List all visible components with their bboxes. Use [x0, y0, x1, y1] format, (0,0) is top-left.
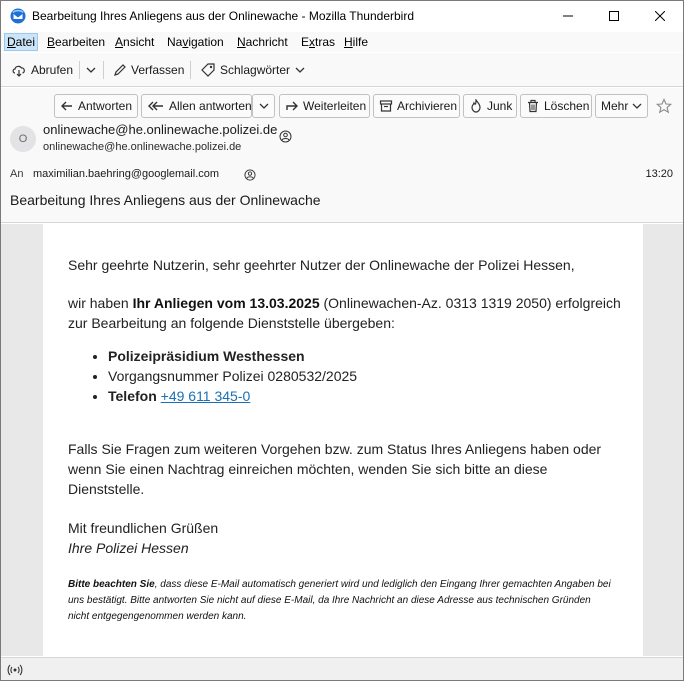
menu-navigation[interactable]: Navigation [167, 35, 224, 49]
note-bold: Bitte beachten Sie [68, 579, 155, 590]
forward-icon [285, 99, 299, 113]
menu-bar [1, 32, 683, 52]
cloud-download-icon [11, 62, 27, 78]
contact-icon[interactable] [279, 130, 292, 143]
avatar: O [10, 126, 36, 152]
list-item [108, 386, 357, 406]
write-button[interactable] [113, 59, 184, 81]
menu-ansicht[interactable]: Ansicht [115, 35, 155, 49]
chevron-down-icon [631, 100, 643, 112]
reply-all-icon [147, 99, 165, 113]
flame-icon [469, 99, 483, 113]
menu-bearbeiten[interactable]: Bearbeiten [47, 35, 106, 49]
menu-accelerator: x [309, 35, 316, 49]
more-label: Mehr [601, 99, 629, 113]
get-mail-dropdown[interactable] [85, 59, 101, 81]
toolbar-separator [103, 61, 104, 79]
trash-icon [526, 99, 540, 113]
archive-label: Archivieren [397, 99, 458, 113]
disclaimer-note [68, 577, 613, 625]
menu-nachricht[interactable]: Nachricht [237, 35, 288, 49]
intro-paragraph [68, 293, 628, 333]
get-mail-label: Abrufen [31, 63, 74, 77]
sender-address: onlinewache@he.onlinewache.polizei.de [43, 141, 242, 153]
delete-button[interactable] [520, 94, 592, 118]
closing: Mit freundlichen Grüßen [68, 520, 219, 536]
list-item [108, 366, 357, 386]
intro-bold: Ihr Anliegen vom 13.03.2025 [132, 295, 320, 311]
menu-accelerator: D [7, 35, 16, 49]
menu-extras[interactable]: Extras [301, 35, 336, 49]
archive-button[interactable] [373, 94, 460, 118]
reply-all-button[interactable] [141, 94, 252, 118]
note-text: , dass diese E-Mail automatisch generiert wird und lediglich den Eingang Ihrer gemachten Angaben bei uns bestätigt. Bitte antworten Sie nicht auf diese E-Mail, da Ihre Nachricht an diese Adresse aus technischen Gründen nicht entgegengenommen werden kann. [68, 579, 611, 622]
get-mail-button[interactable] [11, 59, 73, 81]
message-subject: Bearbeitung Ihres Anliegens aus der Onlinewache [10, 192, 321, 208]
main-toolbar [1, 53, 683, 87]
write-label: Verfassen [131, 63, 185, 77]
menu-datei[interactable]: Datei [7, 35, 36, 49]
chevron-down-icon [258, 100, 270, 112]
intro-text-rest: (Onlinewachen-Az. 0313 1319 2050) erfolgreich zur Bearbeitung an folgende Dienststelle übergeben: [68, 295, 621, 331]
window-title: Bearbeitung Ihres Anliegens aus der Onlinewache - Mozilla Thunderbird [32, 9, 415, 23]
chevron-down-icon [85, 64, 97, 76]
title-bar [1, 1, 683, 31]
maximize-icon [609, 11, 619, 21]
chevron-down-icon [294, 64, 306, 76]
signature: Ihre Polizei Hessen [68, 540, 189, 556]
message-page [43, 224, 643, 656]
menu-accelerator: A [115, 35, 124, 49]
phone-link[interactable]: +49 611 345-0 [160, 388, 251, 404]
intro-text: wir haben [68, 295, 133, 311]
menu-accelerator: v [182, 35, 189, 49]
reply-button[interactable] [54, 94, 138, 118]
pencil-icon [113, 63, 127, 77]
questions-paragraph: Falls Sie Fragen zum weiteren Vorgehen bzw. zum Status Ihres Anliegens haben oder wenn Sie einen Nachtrag einreichen möchten, wenden Sie sich bitte an diese Dienststelle. [68, 441, 602, 497]
phone-label: Telefon [108, 388, 157, 404]
star-icon[interactable] [656, 98, 672, 114]
menu-accelerator: N [237, 35, 246, 49]
delete-label: Löschen [544, 99, 590, 113]
forward-button[interactable] [279, 94, 370, 118]
close-button[interactable] [637, 1, 683, 31]
archive-icon [379, 99, 393, 113]
tag-icon [200, 62, 216, 78]
online-status-icon[interactable] [7, 663, 23, 677]
thunderbird-icon [10, 8, 26, 24]
junk-label: Junk [487, 99, 513, 113]
close-icon [655, 11, 665, 21]
forward-label: Weiterleiten [303, 99, 367, 113]
tags-label: Schlagwörter [220, 63, 291, 77]
reply-all-dropdown[interactable] [252, 94, 275, 118]
office-name: Polizeipräsidium Westhessen [108, 348, 305, 364]
message-time: 13:20 [645, 168, 673, 180]
junk-button[interactable] [463, 94, 517, 118]
toolbar-separator [79, 61, 80, 79]
menu-accelerator: B [47, 35, 56, 49]
minimize-button[interactable] [545, 1, 591, 31]
closing-block [68, 518, 218, 558]
message-body-area[interactable] [1, 224, 683, 656]
sender-name[interactable]: onlinewache@he.onlinewache.polizei.de [43, 122, 278, 137]
reply-all-label: Allen antworten [169, 99, 252, 113]
status-bar [1, 657, 683, 681]
list-item [108, 346, 357, 366]
toolbar-separator [190, 61, 191, 79]
menu-hilfe[interactable]: Hilfe [344, 35, 369, 49]
message-header [1, 88, 683, 223]
contact-icon[interactable] [244, 169, 256, 181]
case-number: Vorgangsnummer Polizei 0280532/2025 [108, 368, 358, 384]
recipient-label: An [10, 168, 24, 180]
more-button[interactable] [595, 94, 648, 118]
maximize-button[interactable] [591, 1, 637, 31]
tags-button[interactable] [200, 59, 310, 81]
reply-label: Antworten [78, 99, 133, 113]
menu-accelerator: H [344, 35, 353, 49]
greeting: Sehr geehrte Nutzerin, sehr geehrter Nutzer der Onlinewache der Polizei Hessen, [68, 257, 575, 273]
office-details-list [108, 346, 357, 406]
recipient-address[interactable]: maximilian.baehring@googlemail.com [33, 168, 220, 180]
reply-icon [60, 99, 74, 113]
minimize-icon [563, 11, 573, 21]
